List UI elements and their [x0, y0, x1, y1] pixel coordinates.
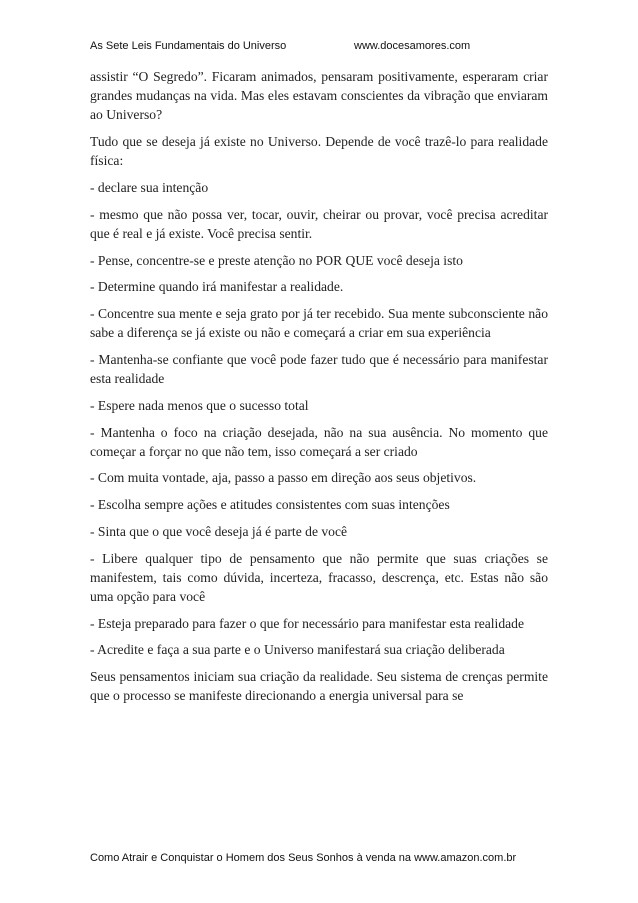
paragraph: Tudo que se deseja já existe no Universo. Depende de você trazê-lo para realidade física:: [90, 134, 548, 169]
list-item: - Escolha sempre ações e atitudes consistentes com suas intenções: [90, 497, 450, 513]
list-item: - Mantenha-se confiante que você pode fazer tudo que é necessário para manifestar esta realidade: [90, 351, 548, 387]
paragraph: assistir “O Segredo”. Ficaram animados, pensaram positivamente, esperaram criar grandes mudanças na vida. Mas eles estavam conscientes da vibração que enviaram ao Universo?: [90, 69, 548, 123]
list-item: - mesmo que não possa ver, tocar, ouvir, cheirar ou provar, você precisa acreditar que é real e já existe. Você precisa sentir.: [90, 206, 548, 241]
list-item: - Concentre sua mente e seja grato por já ter recebido. Sua mente subconsciente não sabe a diferença se já existe ou não e começará a criar em sua experiência: [90, 306, 548, 341]
page-body: [90, 67, 548, 713]
page-footer: Como Atrair e Conquistar o Homem dos Seus Sonhos à venda na www.amazon.com.br: [90, 852, 517, 864]
list-item: - Sinta que o que você deseja já é parte de você: [90, 523, 348, 539]
list-item: - declare sua intenção: [90, 180, 209, 196]
list-item: - Mantenha o foco na criação desejada, não na sua ausência. No momento que começar a forçar no que não tem, isso começará a ser criado: [90, 424, 548, 459]
list-item: - Acredite e faça a sua parte e o Universo manifestará sua criação deliberada: [90, 642, 505, 658]
list-item: - Libere qualquer tipo de pensamento que não permite que suas criações se manifestem, tais como dúvida, incerteza, fracasso, descrença, etc. Estas não são uma opção para você: [90, 550, 548, 604]
list-item: - Esteja preparado para fazer o que for necessário para manifestar esta realidade: [90, 615, 524, 631]
paragraph: Seus pensamentos iniciam sua criação da realidade. Seu sistema de crenças permite que o processo se manifeste direcionando a energia universal para se: [90, 669, 548, 704]
list-item: - Espere nada menos que o sucesso total: [90, 397, 309, 413]
list-item: - Determine quando irá manifestar a realidade.: [90, 279, 344, 295]
list-item: - Pense, concentre-se e preste atenção no POR QUE você deseja isto: [90, 252, 463, 268]
header-book-title: As Sete Leis Fundamentais do Universo: [90, 40, 287, 52]
header-website: www.docesamores.com: [354, 40, 471, 52]
list-item: - Com muita vontade, aja, passo a passo em direção aos seus objetivos.: [90, 470, 477, 486]
